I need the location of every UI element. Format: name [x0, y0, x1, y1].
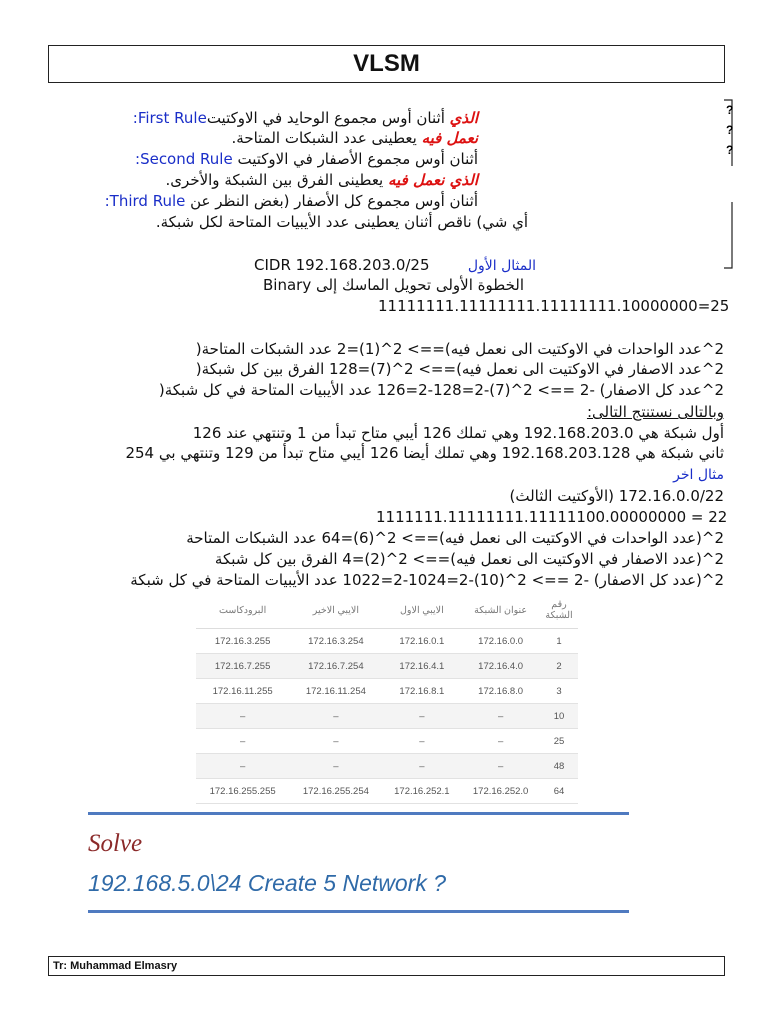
divider-top [88, 812, 629, 815]
table-cell: – [196, 729, 289, 754]
example2-heading: مثال اخر [673, 467, 724, 483]
third-rule-line [105, 191, 478, 211]
table-cell: – [196, 704, 289, 729]
example2-binary: 1111111.11111111.11111100.00000000 = 22 [376, 508, 728, 526]
second-rule-line2 [166, 170, 478, 190]
table-cell: 25 [540, 729, 578, 754]
table-cell: 10 [540, 704, 578, 729]
table-cell: – [289, 729, 382, 754]
table-header: البرودكاست [196, 592, 289, 629]
table-cell: 172.16.8.1 [383, 679, 462, 704]
table-row [196, 754, 578, 779]
footer-author: Tr: Muhammad Elmasry [48, 956, 725, 976]
table-header-row [196, 592, 578, 629]
example1-heading: المثال الأول [467, 258, 536, 274]
svg-text:?: ? [726, 143, 734, 157]
table-cell: 172.16.8.0 [461, 679, 540, 704]
example1-step1: الخطوة الأولى تحويل الماسك إلى Binary [263, 276, 524, 294]
example1-net1: أول شبكة هي 192.168.203.0 وهي تملك 126 أيبي متاح تبدأ من 1 وتنتهي عند 126 [192, 424, 724, 442]
table-cell: 172.16.4.1 [383, 654, 462, 679]
second-rule-text2: يعطينى الفرق بين الشبكة والأخرى. [165, 171, 384, 189]
table-cell: 172.16.0.0 [461, 629, 540, 654]
table-cell: 172.16.11.254 [289, 679, 382, 704]
table-cell: 3 [540, 679, 578, 704]
table-row [196, 629, 578, 654]
first-rule-label: First Rule: [132, 109, 207, 127]
table-row [196, 654, 578, 679]
third-rule-text: أثنان أوس مجموع كل الأصفار (بغض النظر عن [190, 192, 478, 210]
table-cell: 172.16.252.0 [461, 779, 540, 804]
table-cell: 172.16.11.255 [196, 679, 289, 704]
first-rule-red1: الذي [449, 109, 478, 127]
table-cell: – [461, 754, 540, 779]
table-cell: 172.16.252.1 [383, 779, 462, 804]
svg-text:?: ? [726, 103, 734, 117]
table-cell: 172.16.7.254 [289, 654, 382, 679]
table-cell: 48 [540, 754, 578, 779]
second-rule-label: Second Rule: [135, 150, 233, 168]
second-rule-text: أثنان أوس مجموع الأصفار في الاوكتيت [237, 150, 478, 168]
table-header: الايبي الاول [383, 592, 462, 629]
table-cell: 2 [540, 654, 578, 679]
table-cell: – [383, 729, 462, 754]
first-rule-text2: يعطينى عدد الشبكات المتاحة. [231, 129, 417, 147]
divider-bottom [88, 910, 629, 913]
example1-calc2: 2^عدد الاصفار في الاوكتيت الى نعمل فيه)==> 2^(7)=128 الفرق بين كل شبكة( [195, 360, 724, 378]
table-cell: 172.16.255.254 [289, 779, 382, 804]
page-title: VLSM [48, 45, 725, 83]
svg-text:?: ? [726, 123, 734, 137]
table-row [196, 704, 578, 729]
table-cell: – [289, 754, 382, 779]
table-cell: 172.16.0.1 [383, 629, 462, 654]
example2-calc2: 2^(عدد الاصفار في الاوكتيت الى نعمل فيه)==> 2^(2)=4 الفرق بين كل شبكة [214, 550, 724, 568]
table-cell: – [461, 704, 540, 729]
example1-net2: ثاني شبكة هي 192.168.203.128 وهي تملك أيضا 126 أيبي متاح تبدأ من 129 وتنتهي بي 254 [125, 444, 724, 462]
table-cell: – [289, 704, 382, 729]
table-row [196, 679, 578, 704]
example2-cidr: 172.16.0.0/22 (الأوكتيت الثالث) [509, 487, 724, 505]
table-cell: 172.16.255.255 [196, 779, 289, 804]
subnet-table [196, 592, 578, 804]
table-cell: – [383, 704, 462, 729]
example1-cidr: CIDR 192.168.203.0/25 [254, 256, 430, 274]
side-bracket [722, 98, 736, 270]
table-cell: 64 [540, 779, 578, 804]
solve-label: Solve [88, 830, 143, 857]
example1-binary: 11111111.11111111.11111111.10000000=25 [378, 297, 730, 315]
first-rule-text: أثنان أوس مجموع الوحايد في الاوكتيت [206, 109, 445, 127]
third-rule-line2 [156, 212, 528, 232]
table-header: رقم الشبكة [540, 592, 578, 629]
solve-question: 192.168.5.0\24 Create 5 Network ? [88, 870, 447, 896]
table-cell: 172.16.3.255 [196, 629, 289, 654]
table-cell: – [196, 754, 289, 779]
first-rule-line2 [232, 128, 478, 148]
first-rule-red2: نعمل فيه [421, 129, 478, 147]
table-row [196, 779, 578, 804]
third-rule-label: Third Rule: [104, 192, 186, 210]
second-rule-line [135, 149, 478, 169]
first-rule-line [133, 108, 478, 128]
table-cell: – [383, 754, 462, 779]
example2-calc1: 2^(عدد الواحدات في الاوكتيت الى نعمل فيه)==> 2^(6)=64 عدد الشبكات المتاحة [186, 529, 724, 547]
second-rule-red: الذي نعمل فيه [388, 171, 478, 189]
table-cell: 172.16.4.0 [461, 654, 540, 679]
example1-calc1: 2^عدد الواحدات في الاوكتيت الى نعمل فيه)==> 2^(1)=2 عدد الشبكات المتاحة( [195, 340, 724, 358]
table-cell: 172.16.7.255 [196, 654, 289, 679]
table-header: الايبي الاخير [289, 592, 382, 629]
example1-calc3: 2^عدد كل الاصفار) -2 ==> 2^(7)-2=128-2=126 عدد الأيبيات المتاحة في كل شبكة( [158, 381, 724, 399]
table-row [196, 729, 578, 754]
example1-conclude: وبالتالى نستنتج التالى: [586, 403, 724, 421]
third-rule-text2: أي شي) ناقص أثنان يعطينى عدد الأيبيات المتاحة لكل شبكة. [155, 213, 528, 231]
table-header: عنوان الشبكة [461, 592, 540, 629]
table-cell: – [461, 729, 540, 754]
table-cell: 172.16.3.254 [289, 629, 382, 654]
example2-calc3: 2^(عدد كل الاصفار) -2 ==> 2^(10)-2=1024-2=1022 عدد الأيبيات المتاحة في كل شبكة [130, 571, 724, 589]
table-cell: 1 [540, 629, 578, 654]
